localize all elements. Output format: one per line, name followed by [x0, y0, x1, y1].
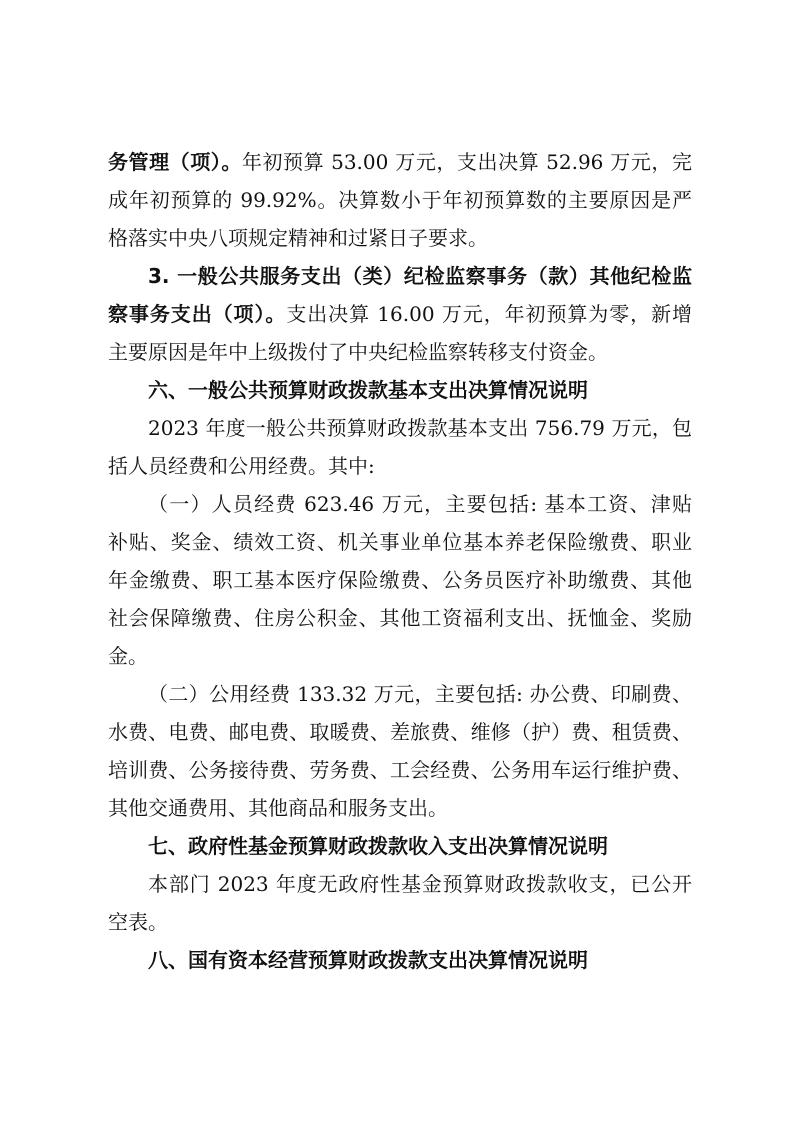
item-title: 务管理（项）。	[108, 150, 242, 174]
body-text: 年初预算 53.00 万元，支出决算 52.96 万元，完	[241, 150, 692, 174]
item-title-line: 3. 一般公共服务支出（类）纪检监察事务（款）其他纪检监	[148, 264, 692, 288]
paragraph-line: （一）人员经费 623.46 万元，主要包括: 基本工资、津贴	[148, 492, 692, 516]
paragraph-line: 括人员经费和公用经费。其中:	[108, 454, 375, 478]
paragraph-line: 年金缴费、职工基本医疗保险缴费、公务员医疗补助缴费、其他	[108, 568, 692, 592]
paragraph-line: 空表。	[108, 910, 168, 934]
paragraph-line: 培训费、公务接待费、劳务费、工会经费、公务用车运行维护费、	[108, 758, 692, 782]
section-heading-8: 八、国有资本经营预算财政拨款支出决算情况说明	[148, 948, 588, 972]
paragraph-line: 其他交通费用、其他商品和服务支出。	[108, 796, 448, 820]
section-heading-7: 七、政府性基金预算财政拨款收入支出决算情况说明	[148, 834, 608, 858]
paragraph-line: 主要原因是年中上级拨付了中央纪检监察转移支付资金。	[108, 340, 608, 364]
body-text: 支出决算 16.00 万元，年初预算为零，新增	[286, 302, 692, 326]
paragraph-line: 金。	[108, 644, 148, 668]
paragraph-line: 本部门 2023 年度无政府性基金预算财政拨款收支，已公开	[148, 872, 692, 896]
paragraph-line	[108, 294, 692, 334]
paragraph-line: 格落实中央八项规定精神和过紧日子要求。	[108, 226, 488, 250]
paragraph-line: 成年初预算的 99.92%。决算数小于年初预算数的主要原因是严	[108, 188, 692, 212]
paragraph-line: （二）公用经费 133.32 万元，主要包括: 办公费、印刷费、	[148, 682, 692, 706]
paragraph-line: 2023 年度一般公共预算财政拨款基本支出 756.79 万元，包	[148, 416, 692, 440]
paragraph-line: 水费、电费、邮电费、取暖费、差旅费、维修（护）费、租赁费、	[108, 720, 692, 744]
paragraph-line: 社会保障缴费、住房公积金、其他工资福利支出、抚恤金、奖励	[108, 606, 692, 630]
item-title: 察事务支出（项）。	[108, 302, 287, 326]
paragraph-line: 补贴、奖金、绩效工资、机关事业单位基本养老保险缴费、职业	[108, 530, 692, 554]
section-heading-6: 六、一般公共预算财政拨款基本支出决算情况说明	[148, 378, 588, 402]
paragraph-line	[108, 142, 692, 182]
